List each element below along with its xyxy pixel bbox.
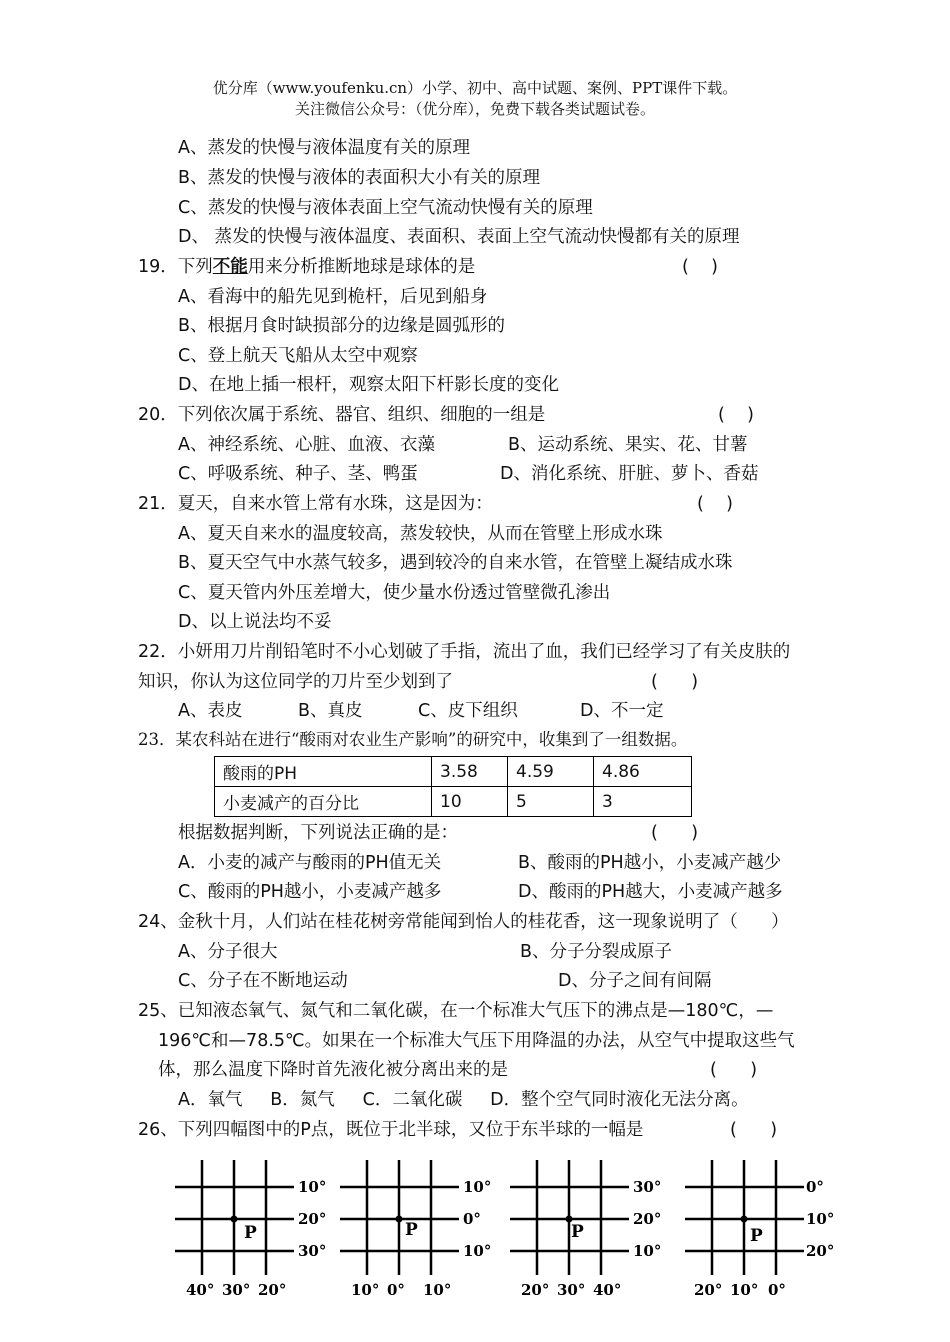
- p-point-dot: [741, 1216, 748, 1223]
- lon-label: 40°: [593, 1281, 622, 1299]
- q24-option-d: D、分子之间有间隔: [558, 971, 712, 991]
- q19-option-d: D、在地上插一根杆，观察太阳下杆影长度的变化: [178, 375, 559, 395]
- lon-label: 30°: [222, 1281, 251, 1299]
- q22-option-a: A、表皮: [178, 701, 243, 721]
- lon-label: 20°: [521, 1281, 550, 1299]
- lat-label: 30°: [298, 1242, 327, 1260]
- q19-option-c: C、登上航天飞船从太空中观察: [178, 346, 418, 366]
- q20-option-d: D、消化系统、肝脏、萝卜、香菇: [500, 464, 759, 484]
- lat-label: 10°: [806, 1210, 835, 1228]
- q19-emphasis: 不能: [212, 257, 248, 277]
- q26-stem: 26、下列四幅图中的P点，既位于北半球，又位于东半球的一幅是: [138, 1120, 644, 1140]
- lat-label: 10°: [298, 1178, 327, 1196]
- q26-map-figures: [170, 1155, 850, 1305]
- q23-option-c: C、酸雨的PH越小，小麦减产越多: [178, 882, 442, 902]
- q20-option-b: B、运动系统、果实、花、甘薯: [508, 435, 748, 455]
- q24-stem: 24、金秋十月，人们站在桂花树旁常能闻到怡人的桂花香，这一现象说明了（ ）: [138, 912, 789, 932]
- lon-label: 10°: [423, 1281, 452, 1299]
- table-row: [215, 757, 692, 787]
- q23-stem: 23．某农科站在进行“酸雨对农业生产影响”的研究中，收集到了一组数据。: [138, 730, 688, 749]
- table-cell: 酸雨的PH: [215, 757, 432, 787]
- lat-label: 10°: [463, 1242, 492, 1260]
- lat-label: 0°: [806, 1178, 824, 1196]
- site-header-line-2: 关注微信公众号：（优分库），免费下载各类试题试卷。: [294, 100, 655, 118]
- q26-answer-bracket: ( ): [730, 1120, 778, 1140]
- map-4: [685, 1160, 834, 1299]
- table-row: [215, 787, 692, 817]
- lon-label: 10°: [730, 1281, 759, 1299]
- q25-options: A．氧气 B．氮气 C．二氧化碳 D．整个空气同时液化无法分离。: [178, 1090, 749, 1110]
- q18-option-c: C、蒸发的快慢与液体表面上空气流动快慢有关的原理: [178, 198, 593, 218]
- p-point-label: P: [750, 1226, 763, 1246]
- table-cell: 5: [508, 787, 594, 817]
- q22-option-c: C、皮下组织: [418, 701, 518, 721]
- table-cell: 4.59: [508, 757, 594, 787]
- table-cell: 4.86: [594, 757, 692, 787]
- q25-stem-line-3: 体，那么温度下降时首先液化被分离出来的是: [158, 1060, 508, 1080]
- q22-option-b: B、真皮: [298, 701, 363, 721]
- site-header-line-1: 优分库（www.youfenku.cn）小学、初中、高中试题、案例、PPT课件下载。: [212, 79, 738, 97]
- lat-label: 0°: [463, 1210, 481, 1228]
- q25-answer-bracket: ( ): [710, 1060, 758, 1080]
- q20-answer-bracket: ( ): [718, 405, 754, 425]
- q20-option-c: C、呼吸系统、种子、茎、鸭蛋: [178, 464, 418, 484]
- q23-option-b: B、酸雨的PH越小，小麦减产越少: [518, 853, 782, 873]
- q20-stem: 20．下列依次属于系统、器官、组织、细胞的一组是: [138, 405, 546, 425]
- p-point-dot: [396, 1216, 403, 1223]
- lon-label: 10°: [351, 1281, 380, 1299]
- lat-label: 10°: [633, 1242, 662, 1260]
- q25-stem-line-1: 25、已知液态氧气、氮气和二氧化碳，在一个标准大气压下的沸点是—180℃，—: [138, 1001, 774, 1021]
- q22-option-d: D、不一定: [580, 701, 664, 721]
- p-point-label: P: [571, 1222, 584, 1242]
- p-point-label: P: [405, 1220, 418, 1240]
- map-3: [510, 1160, 661, 1299]
- lon-label: 20°: [258, 1281, 287, 1299]
- q24-option-b: B、分子分裂成原子: [520, 942, 673, 962]
- q24-option-a: A、分子很大: [178, 942, 278, 962]
- lat-label: 10°: [463, 1178, 492, 1196]
- q21-option-b: B、夏天空气中水蒸气较多，遇到较冷的自来水管，在管壁上凝结成水珠: [178, 553, 733, 573]
- q24-option-c: C、分子在不断地运动: [178, 971, 348, 991]
- q19-option-a: A、看海中的船先见到桅杆，后见到船身: [178, 287, 488, 307]
- q21-stem: 21．夏天，自来水管上常有水珠，这是因为：: [138, 494, 493, 514]
- q19-stem: [138, 256, 475, 278]
- lon-label: 0°: [768, 1281, 786, 1299]
- q21-answer-bracket: ( ): [697, 494, 733, 514]
- q22-answer-bracket: ( ): [651, 672, 699, 692]
- lon-label: 40°: [186, 1281, 215, 1299]
- q22-stem-line-1: 22．小妍用刀片削铅笔时不小心划破了手指，流出了血，我们已经学习了有关皮肤的: [138, 642, 791, 662]
- q22-stem-line-2: 知识，你认为这位同学的刀片至少划到了: [138, 672, 453, 692]
- table-cell: 小麦减产的百分比: [215, 787, 432, 817]
- table-cell: 3: [594, 787, 692, 817]
- lat-label: 20°: [806, 1242, 835, 1260]
- lat-label: 30°: [633, 1178, 662, 1196]
- lon-label: 0°: [387, 1281, 405, 1299]
- lat-label: 20°: [633, 1210, 662, 1228]
- map-1: [175, 1160, 326, 1299]
- q25-stem-line-2: 196℃和—78.5℃。如果在一个标准大气压下用降温的办法，从空气中提取这些气: [158, 1031, 795, 1051]
- lon-label: 20°: [694, 1281, 723, 1299]
- q18-option-a: A、蒸发的快慢与液体温度有关的原理: [178, 138, 470, 158]
- lon-label: 30°: [557, 1281, 586, 1299]
- q21-option-a: A、夏天自来水的温度较高，蒸发较快，从而在管壁上形成水珠: [178, 524, 663, 544]
- q23-answer-bracket: ( ): [651, 823, 699, 843]
- acid-rain-data-table: [214, 756, 692, 817]
- p-point-label: P: [244, 1223, 257, 1243]
- q18-option-d: D、 蒸发的快慢与液体温度、表面积、表面上空气流动快慢都有关的原理: [178, 227, 740, 247]
- table-cell: 10: [432, 787, 508, 817]
- lat-label: 20°: [298, 1210, 327, 1228]
- q19-answer-bracket: ( ): [682, 257, 718, 277]
- q19-stem-rest: 用来分析推断地球是球体的是: [247, 257, 476, 277]
- q18-option-b: B、蒸发的快慢与液体的表面积大小有关的原理: [178, 168, 541, 188]
- q20-option-a: A、神经系统、心脏、血液、衣藻: [178, 435, 435, 455]
- q23-ask: 根据数据判断，下列说法正确的是：: [178, 823, 458, 843]
- map-2: [340, 1160, 491, 1299]
- q19-option-b: B、根据月食时缺损部分的边缘是圆弧形的: [178, 316, 506, 336]
- q21-option-d: D、以上说法均不妥: [178, 612, 332, 632]
- q23-option-a: A．小麦的减产与酸雨的PH值无关: [178, 853, 442, 873]
- q23-option-d: D、酸雨的PH越大，小麦减产越多: [518, 882, 783, 902]
- q19-number: 19．下列: [138, 257, 213, 277]
- q21-option-c: C、夏天管内外压差增大，使少量水份透过管壁微孔渗出: [178, 583, 611, 603]
- table-cell: 3.58: [432, 757, 508, 787]
- p-point-dot: [231, 1216, 238, 1223]
